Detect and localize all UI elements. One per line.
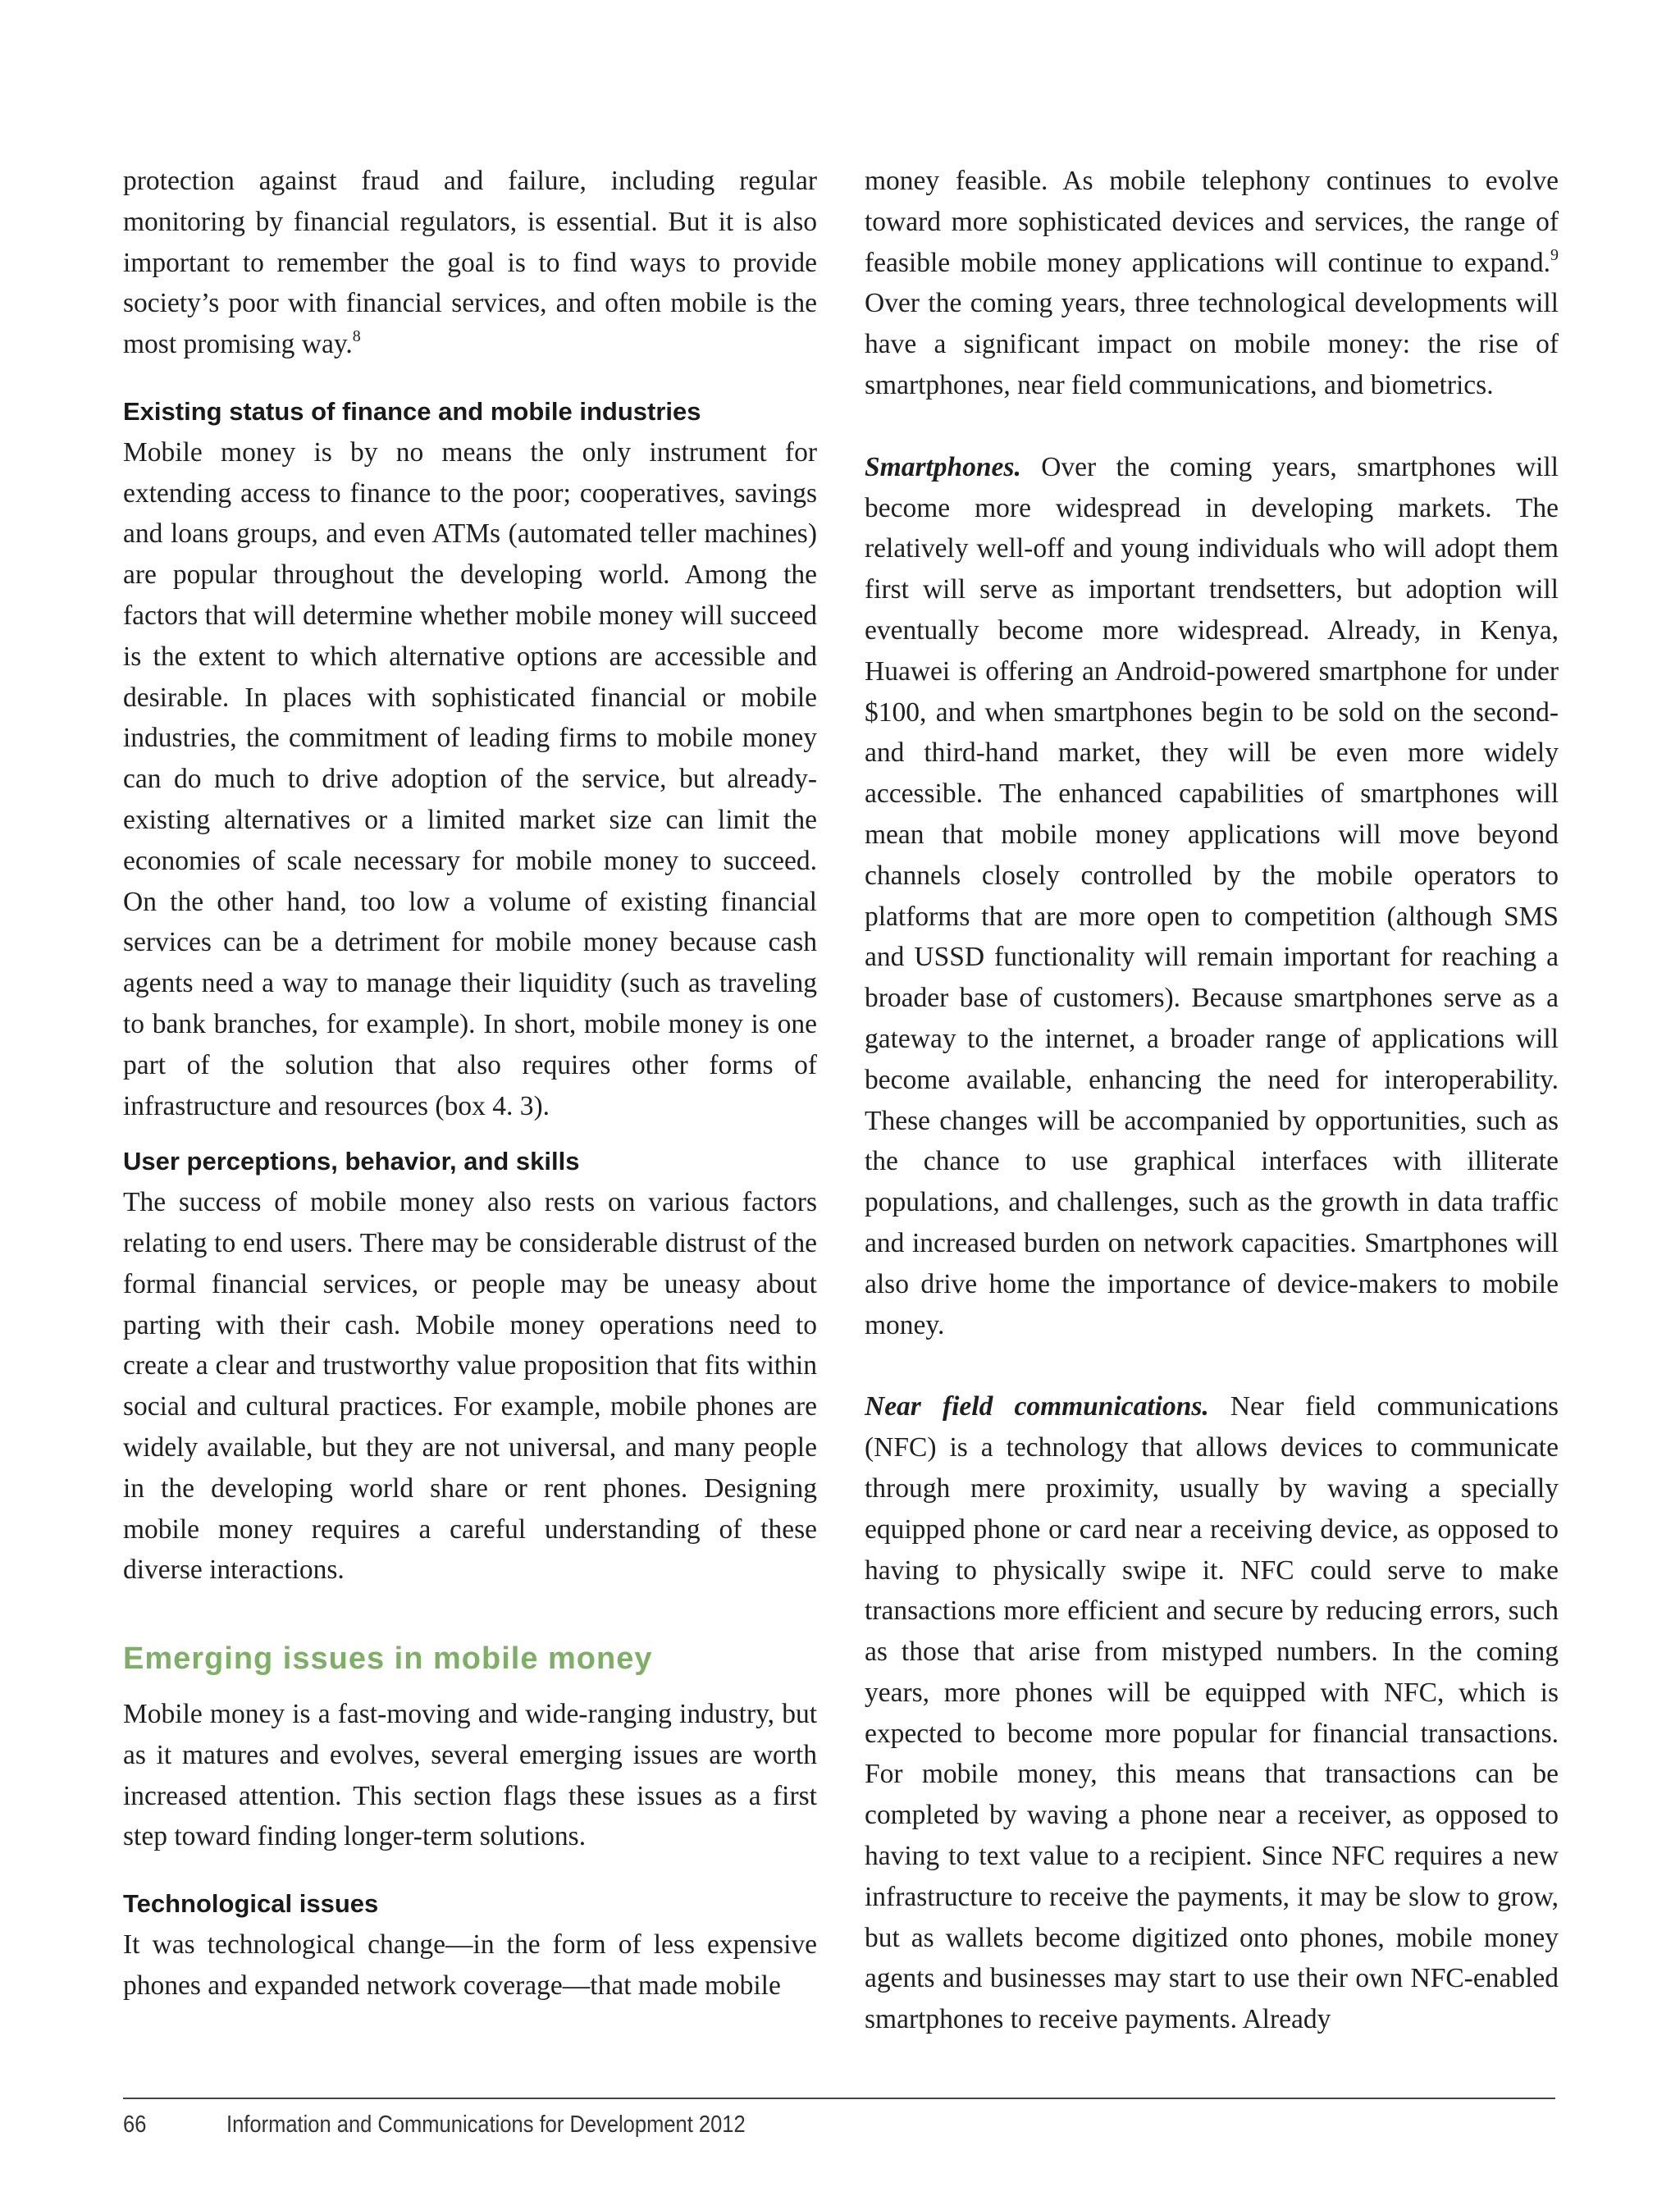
heading-existing-status: Existing status of finance and mobile industries: [123, 396, 701, 426]
heading-technological-issues: Technological issues: [123, 1889, 379, 1919]
paragraph-money-feasible: money feasible. As mobile telephony continues to evolve toward more sophisticated devices and services, the range of feasible mobile money applications will continue to expand.$^9$ Over the coming years, three technological developments will have a significant impact on mobile money: the rise of smartphones, near field communications, and biometrics.: [865, 166, 1559, 400]
paragraph-protection: protection against fraud and failure, including regular monitoring by financial regulators, is essential. But it is also important to remember the goal is to find ways to provide society’s poor with financial services, and often mobile is the most promising way.$^8$: [123, 166, 817, 360]
footnote-ref-8: 8: [352, 327, 361, 346]
left-column: [123, 161, 817, 2006]
paragraph-near-field-communications: Near field communications. Near field communications (NFC) is a technology that allows devices to communicate through mere proximity, usually by waving a specially equipped phone or card near a receiving device, as opposed to having to physically swipe it. NFC could serve to make transactions more efficient and secure by reducing errors, such as those that arise from mistyped numbers. In the coming years, more phones will be equipped with NFC, which is expected to become more popular for financial transactions. For mobile money, this means that transactions can be completed by waving a phone near a receiver, as opposed to having to text value to a recipient. Since NFC requires a new infrastructure to receive the payments, it may be slow to grow, but as wallets become digitized onto phones, mobile money agents and businesses may start to use their own NFC-enabled smartphones to receive payments. Already: [865, 1391, 1559, 2035]
section-heading-emerging-issues: Emerging issues in mobile money: [123, 1641, 653, 1677]
heading-user-perceptions: User perceptions, behavior, and skills: [123, 1147, 580, 1176]
paragraph-technological-issues: It was technological change—in the form of less expensive phones and expanded network coverage—that made mobile: [123, 1929, 817, 2001]
run-in-heading-smartphones: Smartphones.: [865, 451, 1021, 482]
footer-rule: [123, 2098, 1555, 2099]
paragraph-user-perceptions: The success of mobile money also rests on various factors relating to end users. There may be considerable distrust of the formal financial services, or people may be uneasy about parting with their cash. Mobile money operations need to create a clear and trustworthy value proposition that fits within social and cultural practices. For example, mobile phones are widely available, but they are not universal, and many people in the developing world share or rent phones. Designing mobile money requires a careful understanding of these diverse interactions.: [123, 1187, 817, 1586]
paragraph-existing-status: Mobile money is by no means the only instrument for extending access to finance to the poor; cooperatives, savings and loans groups, and even ATMs (automated teller machines) are popular throughout the developing world. Among the factors that will determine whether mobile money will succeed is the extent to which alternative options are accessible and desirable. In places with sophisticated financial or mobile industries, the commitment of leading firms to mobile money can do much to drive adoption of the service, but already-existing alternatives or a limited market size can limit the economies of scale necessary for mobile money to succeed. On the other hand, too low a volume of existing financial services can be a detriment for mobile money because cash agents need a way to manage their liquidity (such as traveling to bank branches, for example). In short, mobile money is one part of the solution that also requires other forms of infrastructure and resources (box 4. 3).: [123, 436, 817, 1121]
run-in-heading-nfc: Near field communications.: [865, 1391, 1209, 1422]
footnote-ref-9: 9: [1550, 245, 1559, 264]
page-number: 66: [123, 2111, 147, 2138]
right-column: [865, 161, 1559, 2040]
publication-title: Information and Communications for Development 2012: [226, 2111, 746, 2138]
paragraph-emerging-issues: Mobile money is a fast-moving and wide-ranging industry, but as it matures and evolves, several emerging issues are worth increased attention. This section flags these issues as a first step toward finding longer-term solutions.: [123, 1699, 817, 1852]
paragraph-smartphones: Smartphones. Over the coming years, smartphones will become more widespread in developing markets. The relatively well-off and young individuals who will adopt them first will serve as important trendsetters, but adoption will eventually become more widespread. Already, in Kenya, Huawei is offering an Android-powered smartphone for under $100, and when smartphones begin to be sold on the second- and third-hand market, they will be even more widely accessible. The enhanced capabilities of smartphones will mean that mobile money applications will move beyond channels closely controlled by the mobile operators to platforms that are more open to competition (although SMS and USSD functionality will remain important for reaching a broader base of customers). Because smartphones serve as a gateway to the internet, a broader range of applications will become available, enhancing the need for interoperability. These changes will be accompanied by opportunities, such as the chance to use graphical interfaces with illiterate populations, and challenges, such as the growth in data traffic and increased burden on network capacities. Smartphones will also drive home the importance of device-makers to mobile money.: [865, 451, 1559, 1340]
